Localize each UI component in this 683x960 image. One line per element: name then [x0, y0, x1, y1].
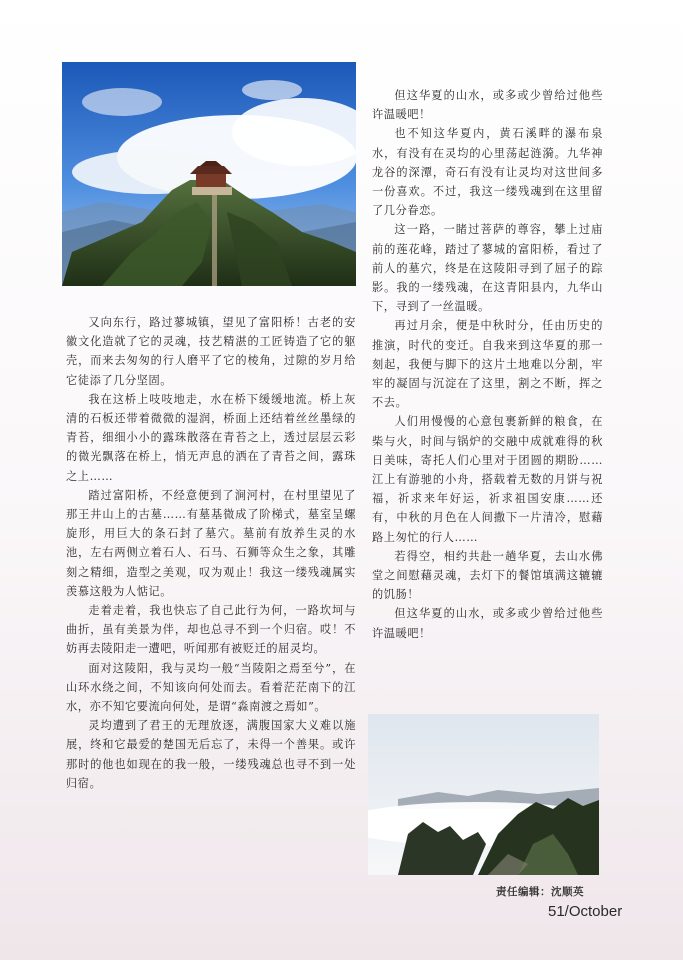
paragraph: 走着走着，我也快忘了自己此行为何，一路坎坷与曲折，虽有美景为伴，却也总寻不到一个归宿。哎！不妨再去陵阳走一遭吧，听闻那有被贬迁的屈灵均。 [66, 604, 356, 656]
paragraph: 我在这桥上吱吱地走，水在桥下缓缓地流。桥上灰清的石板还带着微微的湿润，桥面上还结着丝丝墨绿的青苔，细细小小的露珠散落在青苔之上，透过层层云彩的微光飘落在桥上，悄无声息的洒在了青苔之间，露珠之上…… [66, 392, 356, 483]
paragraph: 也不知这华夏内，黄石溪畔的瀑布泉水，有没有在灵均的心里荡起涟漪。九华神龙谷的深潭，奇石有没有让灵均对这世间多一份喜欢。不过，我这一缕残魂到在这里留了几分眷恋。 [372, 127, 603, 218]
mountain-temple-image [62, 62, 356, 286]
article-right-column [372, 86, 603, 643]
mountain-temple-photo [62, 62, 356, 286]
paragraph: 但这华夏的山水，或多或少曾给过他些许温暖吧！ [372, 89, 603, 122]
article-left-column [66, 313, 356, 793]
paragraph: 但这华夏的山水，或多或少曾给过他些许温暖吧！ [372, 607, 603, 640]
page-number: 51/October [548, 903, 623, 920]
paragraph: 面对这陵阳，我与灵均一般“当陵阳之焉至兮”，在山环水绕之间，不知该向何处而去。看着茫茫南下的江水，亦不知它要流向何处，是谓“淼南渡之焉如”。 [66, 661, 356, 714]
paragraph: 踏过富阳桥，不经意便到了涧河村，在村里望见了那王井山上的古墓……有墓基微成了阶梯式，墓室呈螺旋形，用巨大的条石封了墓穴。墓前有放养生灵的水池，左右两侧立着石人、石马、石狮等众生之象，其雕刻之精细，造型之美观，叹为观止！我这一缕残魂属实羡慕这般为人惦记。 [66, 488, 356, 598]
mountain-sea-of-clouds-photo [368, 714, 599, 875]
paragraph: 若得空，相约共赴一趟华夏，去山水佛堂之间慰藉灵魂，去灯下的餐馆填满这辘辘的饥肠！ [372, 549, 603, 602]
paragraph: 又向东行，路过蓼城镇，望见了富阳桥！古老的安徽文化造就了它的灵魂，技艺精湛的工匠铸造了它的躯壳，而来去匆匆的行人磨平了它的棱角，过隙的岁月给它徒添了几分坚固。 [66, 316, 356, 387]
editor-credit: 责任编辑：沈顺英 [496, 886, 584, 898]
paragraph: 再过月余，便是中秋时分，任由历史的推演，时代的变迁。自我来到这华夏的那一刻起，我便与脚下的这片土地难以分割，牢牢的凝固与沉淀在了这里，割之不断，挥之不去。 [372, 319, 603, 410]
paragraph: 这一路，一睹过菩萨的尊容，攀上过庙前的莲花峰，踏过了蓼城的富阳桥，看过了前人的墓穴，终是在这陵阳寻到了屈子的踪影。我的一缕残魂，在这青阳县内，九华山下，寻到了一丝温暖。 [372, 223, 603, 314]
paragraph: 灵均遭到了君王的无理放逐，满腹国家大义难以施展，终和它最爱的楚国无后忘了，未得一个善果。或许那时的他也如现在的我一般，一缕残魂总也寻不到一处归宿。 [66, 719, 356, 790]
sea-of-clouds-image [368, 714, 599, 875]
paragraph: 人们用慢慢的心意包裹新鲜的粮食，在柴与火，时间与锅炉的交融中成就难得的秋日美味，寄托人们心里对于团圆的期盼……江上有游驰的小舟，搭载着无数的月饼与祝福，祈求来年好运，祈求祖国安康……还有，中秋的月色在人间撒下一片清冷，慰藉路上匆忙的行人…… [372, 415, 603, 544]
